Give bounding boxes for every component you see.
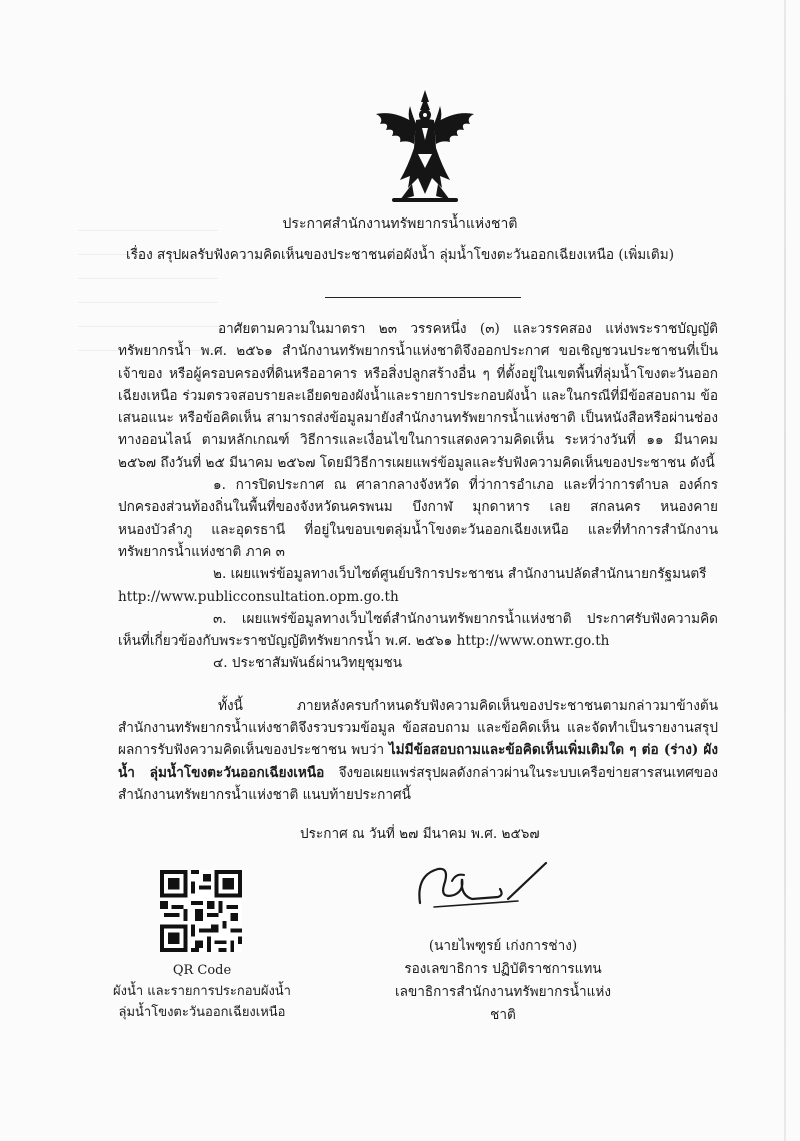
announcement-agency-title: ประกาศสำนักงานทรัพยากรน้ำแห่งชาติ (282, 216, 518, 232)
list-item-3: ๓. เผยแพร่ข้อมูลทางเว็บไซต์สำนักงานทรัพยากรน้ำแห่งชาติ ประกาศรับฟังความคิดเห็นที่เกี่ยวข้องกับพระราชบัญญัติทรัพยากรน้ำ พ.ศ. ๒๕๖๑ http://www.onwr.go.th (118, 610, 718, 650)
title-divider (325, 297, 521, 298)
conclusion-text-a: ทั้งนี้ ภายหลังครบกำหนดรับฟังความคิดเห็นของประชาชนตามกล่าวมาข้างต้น สำนักงานทรัพยากรน้ำแห่งชาติจึงรวบรวมข้อมูล ข้อสอบถาม และข้อคิดเห็น และจัดทำเป็นรายงานสรุปผลการรับฟังความคิดเห็นของประชาชน พบว่า (118, 697, 718, 759)
conclusion-paragraph (118, 695, 718, 806)
garuda-emblem-icon (370, 88, 480, 206)
announce-date: ประกาศ ณ วันที่ ๒๗ มีนาคม พ.ศ. ๒๕๖๗ (300, 826, 540, 842)
qr-line-2: ลุ่มน้ำโขงตะวันออกเฉียงเหนือ (118, 1005, 286, 1020)
qr-title: QR Code (172, 963, 232, 978)
announcement-subject: เรื่อง สรุปผลรับฟังความคิดเห็นของประชาชนต่อผังน้ำ ลุ่มน้ำโขงตะวันออกเฉียงเหนือ (เพิ่มเติม) (125, 247, 675, 263)
opm-url-link[interactable]: http://www.publicconsultation.opm.go.th (118, 588, 399, 605)
announcement-body (118, 318, 718, 806)
conclusion-text-b: จึงขอเผยแพร่สรุปผลดังกล่าวผ่านในระบบเครือข่ายสารสนเทศของสำนักงานทรัพยากรน้ำแห่งชาติ แนบท้ายประกาศนี้ (118, 764, 718, 803)
intro-paragraph: อาศัยตามความในมาตรา ๒๓ วรรคหนึ่ง (๓) และวรรคสอง แห่งพระราชบัญญัติทรัพยากรน้ำ พ.ศ. ๒๕๖๑ สำนักงานทรัพยากรน้ำแห่งชาติจึงออกประกาศ ขอเชิญชวนประชาชนที่เป็นเจ้าของ หรือผู้ครอบครองที่ดินหรืออาคาร หรือสิ่งปลูกสร้างอื่น ๆ ที่ตั้งอยู่ในเขตพื้นที่ลุ่มน้ำโขงตะวันออกเฉียงเหนือ ร่วมตรวจสอบรายละเอียดของผังน้ำและรายการประกอบผังน้ำ และในกรณีที่มีข้อสอบถาม ข้อเสนอแนะ หรือข้อคิดเห็น สามารถส่งข้อมูลมายังสำนักงานทรัพยากรน้ำแห่งชาติ เป็นหนังสือหรือผ่านช่องทางออนไลน์ ตามหลักเกณฑ์ วิธีการและเงื่อนไขในการแสดงความคิดเห็น ระหว่างวันที่ ๑๑ มีนาคม ๒๕๖๗ ถึงวันที่ ๒๕ มีนาคม ๒๕๖๗ โดยมีวิธีการเผยแพร่ข้อมูลและรับฟังความคิดเห็นของประชาชน ดังนี้ (118, 321, 718, 471)
signer-position: รองเลขาธิการ ปฏิบัติราชการแทน (404, 961, 602, 977)
list-item-1: ๑. การปิดประกาศ ณ ศาลากลางจังหวัด ที่ว่าการอำเภอ และที่ว่าการตำบล องค์กรปกครองส่วนท้องถิ่นในพื้นที่ของจังหวัดนครพนม บึงกาฬ มุกดาหาร เลย สกลนคร หนองคาย หนองบัวลำภู และอุดรธานี ที่อยู่ในขอบเขตลุ่มน้ำโขงตะวันออกเฉียงเหนือ และที่ทำการสำนักงานทรัพยากรน้ำแห่งชาติ ภาค ๓ (118, 477, 718, 560)
qr-line-1: ผังน้ำ และรายการประกอบผังน้ำ (113, 984, 291, 999)
qr-caption (102, 960, 302, 1023)
signature-image (408, 855, 558, 915)
list-item-2: ๒. เผยแพร่ข้อมูลทางเว็บไซต์ศูนย์บริการประชาชน สำนักงานปลัดสำนักนายกรัฐมนตรี (213, 566, 707, 583)
scan-edge (784, 0, 786, 1141)
signer-block (388, 935, 618, 1027)
list-item-4: ๔. ประชาสัมพันธ์ผ่านวิทยุชุมชน (213, 655, 402, 672)
signer-office: เลขาธิการสำนักงานทรัพยากรน้ำแห่งชาติ (394, 984, 612, 1023)
conclusion-bold-text: ไม่มีข้อสอบถามและข้อคิดเห็นเพิ่มเติมใด ๆ ต่อ (ร่าง) ผังน้ำ ลุ่มน้ำโขงตะวันออกเฉียงเหนือ (118, 742, 719, 781)
signer-name: (นายไพฑูรย์ เก่งการช่าง) (428, 938, 578, 954)
qr-code-icon[interactable] (160, 870, 242, 952)
